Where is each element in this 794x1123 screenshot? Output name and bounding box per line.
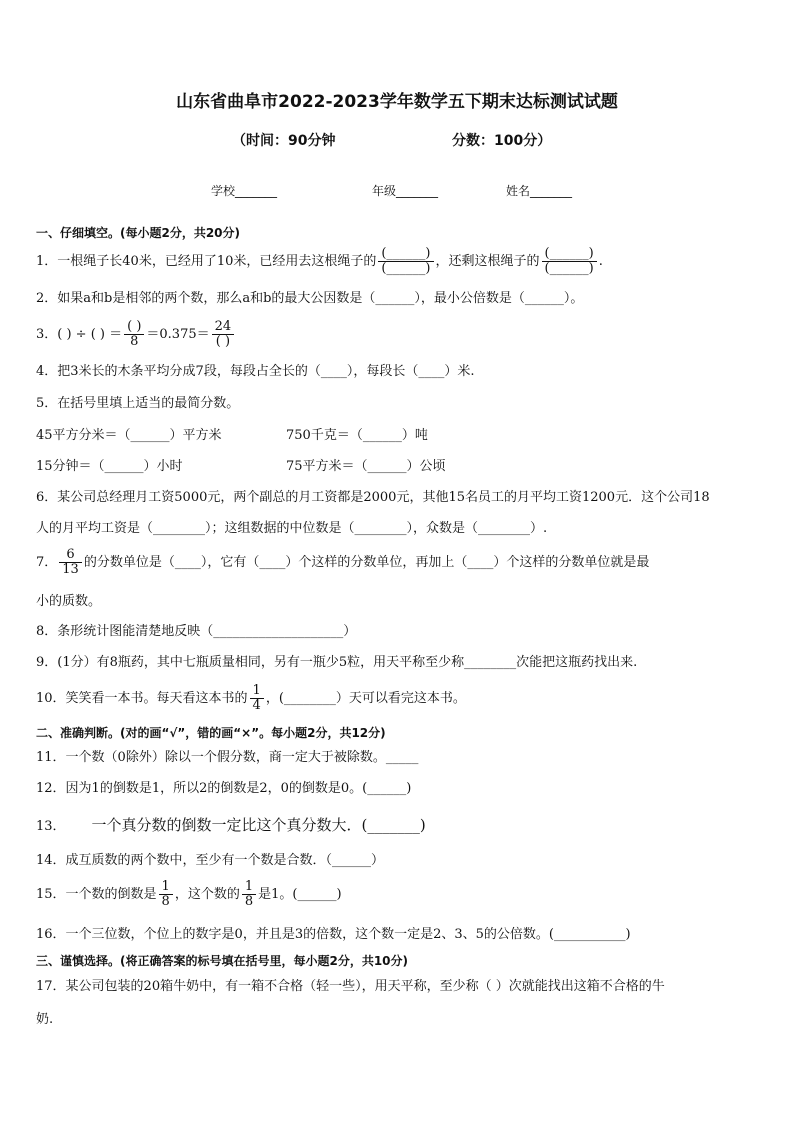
question-5: 5．在括号里填上适当的最简分数。 [36,396,240,411]
q10-text-a: 10．笑笑看一本书。每天看这本书的 [36,691,248,706]
question-4: 4．把3米长的木条平均分成7段，每段占全长的（____），每段长（____）米. [36,364,475,379]
q15-fraction-2: $\frac{1}{8}$ [242,880,256,909]
q3-text-a: 3．( ) ÷ ( ) ＝ [36,327,123,342]
question-11: 11．一个数（0除外）除以一个假分数，商一定大于被除数。_____ [36,750,419,765]
question-14: 14．成互质数的两个数中，至少有一个数是合数．（______） [36,853,385,868]
exam-score: 分数：100分） [452,133,552,149]
question-8: 8．条形统计图能清楚地反映（____________________） [36,624,357,639]
q15-text-b: ，这个数的 [174,887,240,902]
q3-fraction-1: $\frac{( )}{8}$ [124,320,144,349]
question-15 [36,880,342,909]
question-7-line-1 [36,548,649,577]
question-13 [36,817,426,835]
q1-text-b: ，还剩这根绳子的 [435,254,540,269]
question-17-line-1: 17．某公司包装的20箱牛奶中，有一箱不合格（轻一些），用天平称，至少称（ ）次就能找出这箱不合格的牛 [36,979,665,994]
school-field: 学校_______ [211,184,278,198]
q1-text-a: 1．一根绳子长40米，已经用了10米，已经用去这根绳子的 [36,254,377,269]
q5-item-b: 750千克＝（______）吨 [286,428,428,443]
q10-fraction: $\frac{1}{4}$ [250,684,264,713]
q7-text-a: 的分数单位是（____），它有（____）个这样的分数单位，再加上（____）个这样的分数单位就是最 [83,555,650,570]
section-2-heading: 二、准确判断。(对的画“√”，错的画“×”。每小题2分，共12分) [36,726,386,740]
page-title: 山东省曲阜市2022-2023学年数学五下期末达标测试试题 [176,92,618,112]
grade-field: 年级_______ [372,184,439,198]
q1-text-c: . [598,254,603,269]
question-17-line-2: 奶. [36,1012,54,1027]
q1-fraction-blank-1: $\frac{(\_\_\_\_\_\_)}{(\_\_\_\_\_\_)}$ [378,247,433,276]
q15-text-c: 是1。(______) [258,887,342,902]
question-7-line-2: 小的质数。 [36,594,102,609]
q10-text-b: ，(________）天可以看完这本书。 [265,691,466,706]
exam-time: （时间：90分钟 [232,133,336,149]
question-12: 12．因为1的倒数是1，所以2的倒数是2，0的倒数是0。(______) [36,781,412,796]
q15-text-a: 15．一个数的倒数是 [36,887,157,902]
question-1 [36,247,603,276]
question-6-line-1: 6．某公司总经理月工资5000元，两个副总的月工资都是2000元，其他15名员工的月平均工资1200元．这个公司18 [36,490,710,505]
question-6-line-2: 人的月平均工资是（________）；这组数据的中位数是（________），众数是（________）. [36,521,548,536]
section-3-heading: 三、谨慎选择。(将正确答案的标号填在括号里，每小题2分，共10分) [36,954,409,968]
q5-item-a: 45平方分米＝（______）平方米 [36,428,222,443]
question-10 [36,684,466,713]
q3-fraction-2: $\frac{24}{( )}$ [212,320,235,349]
q7-fraction: $\frac{6}{13}$ [59,548,82,577]
q5-item-c: 15分钟＝（______）小时 [36,459,183,474]
q15-fraction-1: $\frac{1}{8}$ [159,880,173,909]
question-9: 9．(1分）有8瓶药，其中七瓶质量相同，另有一瓶少5粒，用天平称至少称________次能把这瓶药找出来. [36,655,638,670]
question-16: 16．一个三位数，个位上的数字是0，并且是3的倍数，这个数一定是2、3、5的公倍数。(___________) [36,927,631,942]
q7-number: 7． [36,555,58,570]
q3-text-b: ＝0.375＝ [146,327,210,342]
section-1-heading: 一、仔细填空。(每小题2分，共20分) [36,226,241,240]
name-field: 姓名_______ [506,184,573,198]
question-2: 2．如果a和b是相邻的两个数，那么a和b的最大公因数是（______），最小公倍数是（______）。 [36,291,584,306]
q5-item-d: 75平方米＝（______）公顷 [286,459,446,474]
question-3 [36,320,236,349]
q13-text: 一个真分数的倒数一定比这个真分数大．(_______) [91,816,426,834]
q13-number: 13． [36,819,66,834]
q1-fraction-blank-2: $\frac{(\_\_\_\_\_\_)}{(\_\_\_\_\_\_)}$ [542,247,597,276]
